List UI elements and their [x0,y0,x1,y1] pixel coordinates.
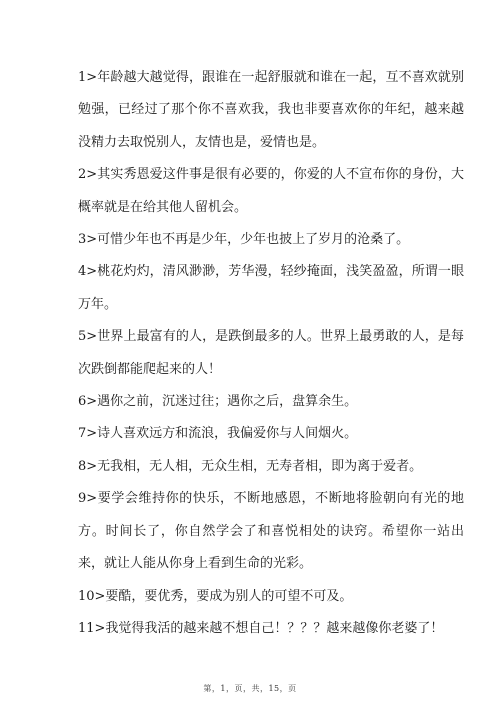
paragraph-9: 9>要学会维持你的快乐，不断地感恩，不断地将脸朝向有光的地方。时间长了，你自然学会了和喜悦相处的诀窍。希望你一站出来，就让人能从你身上看到生命的光彩。 [78,491,464,572]
paragraph-5: 5>世界上最富有的人，是跌倒最多的人。世界上最勇敢的人，是每次跌倒都能爬起来的人！ [78,329,464,377]
paragraph-6: 6>遇你之前，沉迷过往；遇你之后，盘算余生。 [78,394,358,410]
paragraph-3: 3>可惜少年也不再是少年，少年也披上了岁月的沧桑了。 [78,232,410,248]
paragraph-8: 8>无我相，无人相，无众生相，无寿者相，即为离于爱者。 [78,458,423,474]
paragraph-4: 4>桃花灼灼，清风渺渺，芳华漫，轻纱掩面，浅笑盈盈，所谓一眼万年。 [78,264,464,312]
paragraph-11: 11>我觉得我活的越来越不想自己！？？？越来越像你老婆了！ [78,620,444,636]
document-body [78,62,464,645]
paragraph-1: 1>年龄越大越觉得，跟谁在一起舒服就和谁在一起，互不喜欢就别勉强，已经过了那个你不喜欢我，我也非要喜欢你的年纪，越来越没精力去取悦别人，友情也是，爱情也是。 [78,70,464,150]
page-footer: 第，1，页，共，15，页 [203,684,297,693]
paragraph-7: 7>诗人喜欢远方和流浪，我偏爱你与人间烟火。 [78,426,358,442]
paragraph-10: 10>要酷，要优秀，要成为别人的可望不可及。 [78,588,353,604]
paragraph-2: 2>其实秀恩爱这件事是很有必要的，你爱的人不宣布你的身份，大概率就是在给其他人留机会。 [78,167,464,215]
